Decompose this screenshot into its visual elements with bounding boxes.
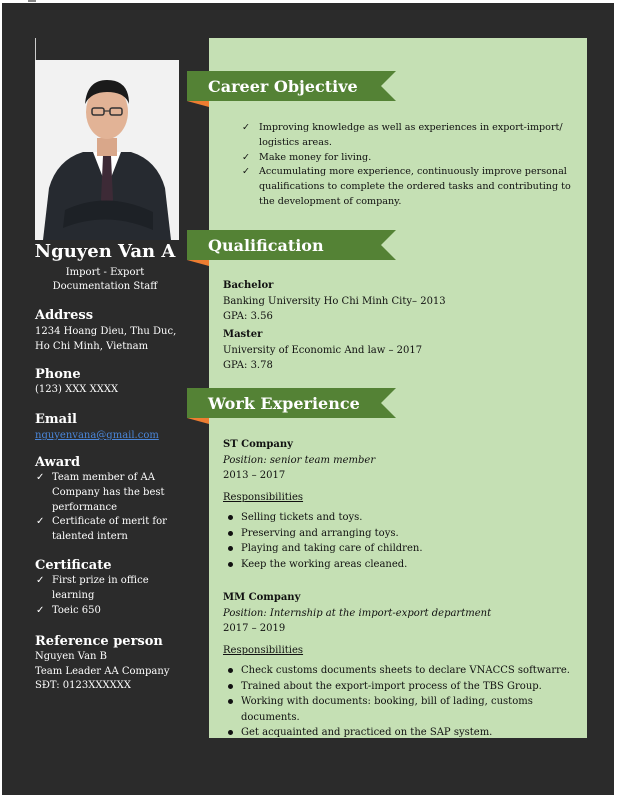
list-item — [35, 515, 170, 545]
responsibility-text: Preserving and arranging toys. — [241, 527, 399, 539]
career-objective-list — [241, 121, 581, 210]
text-cursor — [35, 38, 36, 60]
list-item — [226, 526, 581, 542]
list-item — [226, 557, 581, 573]
responsibilities-heading: Responsibilities — [223, 491, 304, 503]
certificate-item-text: First prize in office learning — [52, 575, 149, 601]
objective-text: Accumulating more experience, continuously improve personal qualifications to complete the ordered tasks and contributing to the development of company. — [259, 166, 571, 207]
checkmark-icon: ✓ — [242, 151, 251, 163]
responsibilities-heading: Responsibilities — [223, 644, 304, 656]
degree-name: Bachelor — [223, 280, 274, 291]
qualification-heading: Qualification — [208, 236, 324, 255]
bullet-icon — [228, 562, 233, 567]
candidate-name: Nguyen Van A — [34, 241, 176, 262]
award-item-text: Certificate of merit for talented intern — [52, 516, 167, 543]
candidate-title — [20, 266, 190, 293]
title-line-1: Import - Export — [65, 267, 145, 278]
list-item — [226, 510, 581, 526]
phone-value: (123) XXX XXXX — [35, 384, 119, 395]
email-line — [35, 429, 185, 444]
list-item — [241, 121, 581, 151]
address-line-2: Ho Chi Minh, Vietnam — [35, 340, 149, 352]
responsibility-text: Get acquainted and practiced on the SAP system. — [241, 727, 493, 738]
certificate-heading: Certificate — [35, 558, 112, 573]
objective-text: Improving knowledge as well as experiences in export-import/ logistics areas. — [259, 122, 563, 148]
list-item — [241, 151, 581, 166]
degree-gpa: GPA: 3.78 — [223, 360, 273, 371]
reference-heading: Reference person — [35, 634, 163, 649]
address-line-1: 1234 Hoang Dieu, Thu Duc, — [35, 326, 177, 337]
job-mm-company — [223, 590, 491, 658]
job-years: 2017 – 2019 — [223, 623, 286, 634]
bullet-icon — [228, 668, 233, 673]
company-name: ST Company — [223, 439, 293, 450]
work-experience-heading: Work Experience — [208, 394, 360, 413]
award-heading: Award — [35, 455, 81, 470]
checkmark-icon: ✓ — [36, 472, 45, 483]
degree-school: Banking University Ho Chi Minh City– 2013 — [223, 295, 446, 307]
list-item — [226, 725, 581, 741]
bullet-icon — [228, 699, 233, 704]
checkmark-icon: ✓ — [242, 122, 251, 133]
responsibility-text: Working with documents: booking, bill of lading, customs documents. — [241, 696, 533, 723]
title-line-2: Documentation Staff — [52, 280, 158, 292]
bullet-icon — [228, 730, 233, 735]
qualification-bachelor — [223, 278, 446, 325]
reference-phone: SĐT: 0123XXXXXX — [35, 680, 131, 691]
checkmark-icon: ✓ — [36, 516, 45, 528]
checkmark-icon: ✓ — [36, 575, 45, 586]
profile-photo — [35, 60, 179, 240]
page-corner-mark — [28, 0, 36, 2]
checkmark-icon: ✓ — [36, 604, 45, 616]
degree-gpa: GPA: 3.56 — [223, 311, 273, 322]
phone-heading: Phone — [35, 367, 81, 382]
bullet-icon — [228, 515, 233, 520]
responsibility-text: Check customs documents sheets to declare VNACCS softwarre. — [241, 665, 570, 676]
job-st-responsibilities — [226, 510, 581, 572]
address-text — [35, 325, 185, 354]
list-item — [226, 541, 581, 557]
responsibility-text: Trained about the export-import process of the TBS Group. — [241, 680, 542, 692]
responsibility-text: Selling tickets and toys. — [241, 512, 363, 523]
list-item — [35, 604, 170, 619]
list-item — [35, 471, 170, 515]
degree-school: University of Economic And law – 2017 — [223, 344, 423, 356]
award-list — [35, 471, 170, 545]
bullet-icon — [228, 531, 233, 536]
certificate-list — [35, 574, 170, 618]
email-heading: Email — [35, 412, 77, 427]
address-heading: Address — [35, 308, 94, 323]
reference-name: Nguyen Van B — [35, 651, 108, 662]
list-item — [226, 679, 581, 695]
qualification-master — [223, 327, 422, 374]
job-mm-responsibilities — [226, 663, 581, 741]
list-item — [241, 165, 581, 209]
email-link[interactable]: nguyenvana@gmail.com — [35, 430, 159, 441]
job-position: Position: Internship at the import-export department — [223, 607, 492, 619]
reference-role: Team Leader AA Company — [35, 665, 170, 677]
certificate-item-text: Toeic 650 — [52, 604, 101, 616]
list-item — [35, 574, 170, 604]
career-objective-heading: Career Objective — [208, 77, 358, 96]
objective-text: Make money for living. — [259, 151, 372, 163]
checkmark-icon: ✓ — [242, 166, 251, 178]
responsibility-text: Playing and taking care of children. — [241, 543, 423, 554]
list-item — [226, 663, 581, 679]
bullet-icon — [228, 546, 233, 551]
job-position: Position: senior team member — [223, 454, 376, 466]
reference-text — [35, 650, 185, 694]
degree-name: Master — [223, 329, 263, 340]
job-years: 2013 – 2017 — [223, 470, 286, 481]
job-st-company — [223, 437, 375, 505]
award-item-text: Team member of AA Company has the best performance — [52, 472, 165, 513]
company-name: MM Company — [223, 592, 301, 603]
responsibility-text: Keep the working areas cleaned. — [241, 558, 408, 570]
list-item — [226, 694, 581, 725]
bullet-icon — [228, 684, 233, 689]
